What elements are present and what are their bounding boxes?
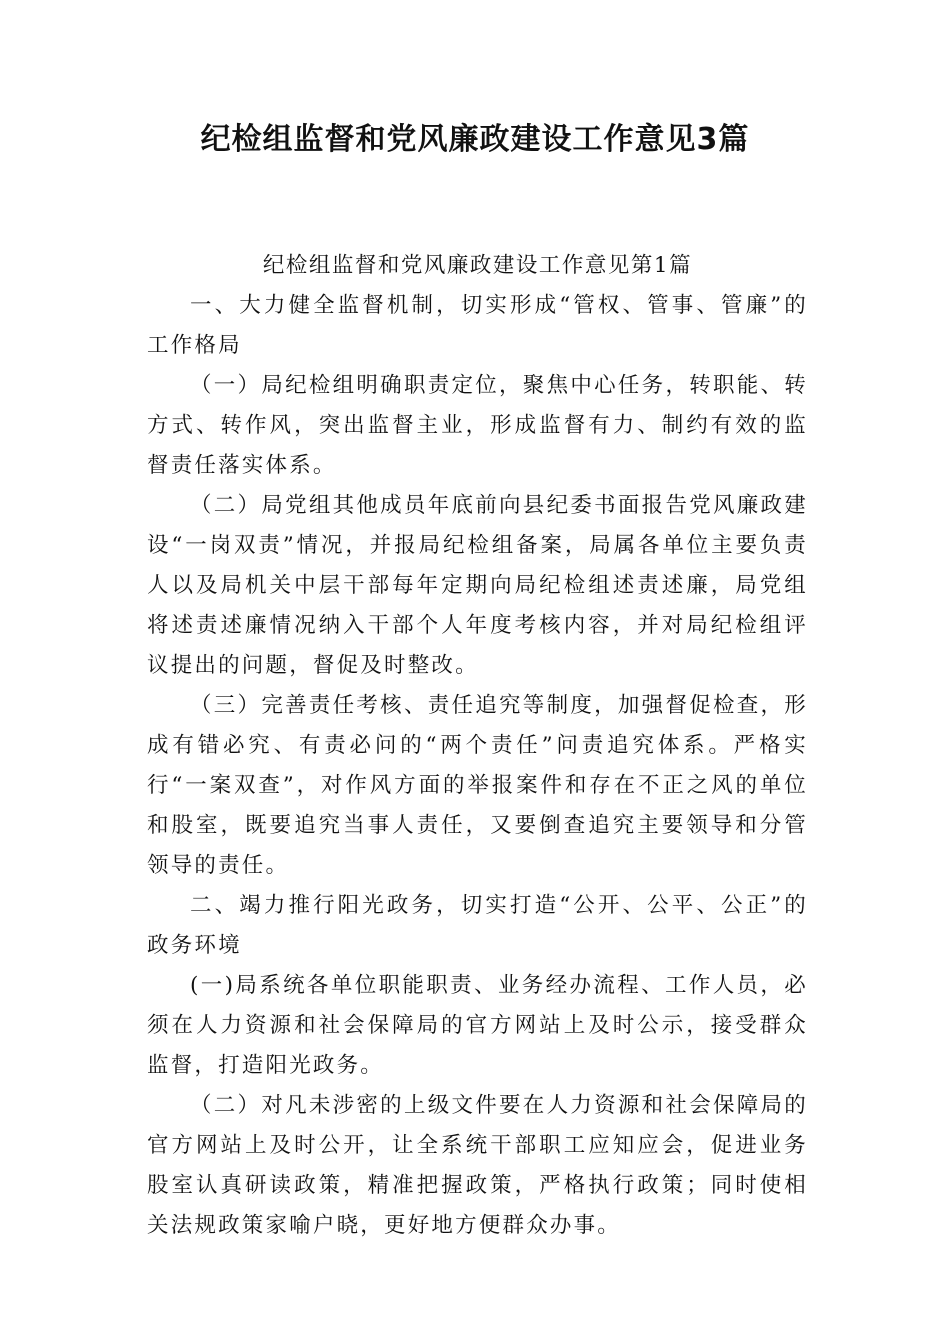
heading-1: 一、大力健全监督机制，切实形成“管权、管事、管廉”的工作格局 [147, 293, 808, 358]
paragraph-1-2: （二）局党组其他成员年底前向县纪委书面报告党风廉政建设“一岗双责”情况，并报局纪检组备案，局属各单位主要负责人以及局机关中层干部每年定期向局纪检组述责述廉，局党组将述责述廉情况纳入干部个人年度考核内容，并对局纪检组评议提出的问题，督促及时整改。 [147, 493, 808, 678]
paragraph-1-3: （三）完善责任考核、责任追究等制度，加强督促检查，形成有错必究、有责必问的“两个责任”问责追究体系。严格实行“一案双查”，对作风方面的举报案件和存在不正之风的单位和股室，既要追究当事人责任，又要倒查追究主要领导和分管领导的责任。 [147, 693, 808, 878]
document-body [147, 246, 808, 1246]
heading-2: 二、竭力推行阳光政务，切实打造“公开、公平、公正”的政务环境 [147, 893, 808, 958]
paragraph-1-1: （一）局纪检组明确职责定位，聚焦中心任务，转职能、转方式、转作风，突出监督主业，形成监督有力、制约有效的监督责任落实体系。 [147, 373, 808, 478]
document-title: 纪检组监督和党风廉政建设工作意见3篇 [200, 122, 750, 157]
paragraph-2-1: (一)局系统各单位职能职责、业务经办流程、工作人员，必须在人力资源和社会保障局的官方网站上及时公示，接受群众监督，打造阳光政务。 [147, 973, 808, 1078]
section-subtitle: 纪检组监督和党风廉政建设工作意见第1篇 [262, 253, 693, 278]
paragraph-2-2: （二）对凡未涉密的上级文件要在人力资源和社会保障局的官方网站上及时公开，让全系统干部职工应知应会，促进业务股室认真研读政策，精准把握政策，严格执行政策；同时使相关法规政策家喻户晓，更好地方便群众办事。 [147, 1093, 808, 1238]
